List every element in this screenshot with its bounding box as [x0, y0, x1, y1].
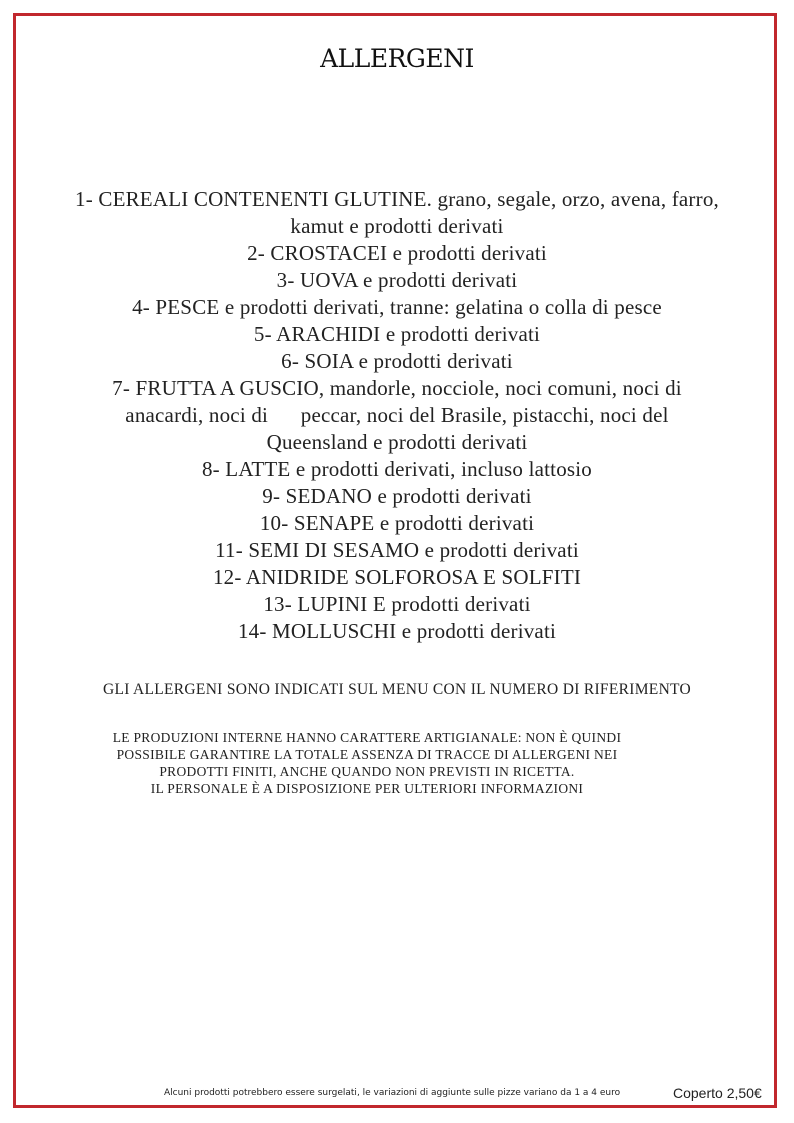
page-title: ALLERGENI [320, 44, 474, 73]
allergen-line: 11- SEMI DI SESAMO e prodotti derivati [215, 538, 579, 562]
artisanal-disclaimer [60, 729, 674, 797]
frozen-products-note: Alcuni prodotti potrebbero essere surgelati, le variazioni di aggiunte sulle pizze variano da 1 a 4 euro [164, 1088, 621, 1098]
allergen-line: 14- MOLLUSCHI e prodotti derivati [237, 619, 557, 643]
allergen-line: 6- SOIA e prodotti derivati [281, 349, 513, 373]
allergen-line: 4- PESCE e prodotti derivati, tranne: gelatina o colla di pesce [132, 295, 662, 319]
allergen-line: 8- LATTE e prodotti derivati, incluso lattosio [201, 457, 593, 481]
allergen-line: kamut e prodotti derivati [290, 214, 504, 238]
cover-charge: Coperto 2,50€ [673, 1085, 762, 1101]
allergen-line: 5- ARACHIDI e prodotti derivati [253, 322, 541, 346]
allergen-list [30, 186, 764, 645]
disclaimer-line: PRODOTTI FINITI, ANCHE QUANDO NON PREVISTI IN RICETTA. [159, 764, 575, 779]
allergen-line: anacardi, noci di peccar, noci del Brasile, pistacchi, noci del [125, 403, 669, 427]
allergen-line: 9- SEDANO e prodotti derivati [262, 484, 532, 508]
allergen-line: 7- FRUTTA A GUSCIO, mandorle, nocciole, noci comuni, noci di [112, 376, 682, 400]
disclaimer-line: IL PERSONALE È A DISPOSIZIONE PER ULTERIORI INFORMAZIONI [150, 781, 584, 796]
allergen-line: 2- CROSTACEI e prodotti derivati [247, 241, 547, 265]
disclaimer-line: LE PRODUZIONI INTERNE HANNO CARATTERE ARTIGIANALE: NON È QUINDI [112, 730, 622, 745]
allergen-line: 3- UOVA e prodotti derivati [276, 268, 518, 292]
allergen-line: 13- LUPINI E prodotti derivati [263, 592, 531, 616]
allergen-line: 12- ANIDRIDE SOLFOROSA E SOLFITI [212, 565, 582, 589]
allergen-line: Queensland e prodotti derivati [266, 430, 528, 454]
allergen-line: 1- CEREALI CONTENENTI GLUTINE. grano, segale, orzo, avena, farro, [75, 187, 719, 211]
disclaimer-line: POSSIBILE GARANTIRE LA TOTALE ASSENZA DI TRACCE DI ALLERGENI NEI [116, 747, 618, 762]
allergen-line: 10- SENAPE e prodotti derivati [259, 511, 535, 535]
allergen-reference-notice: GLI ALLERGENI SONO INDICATI SUL MENU CON IL NUMERO DI RIFERIMENTO [102, 681, 692, 698]
